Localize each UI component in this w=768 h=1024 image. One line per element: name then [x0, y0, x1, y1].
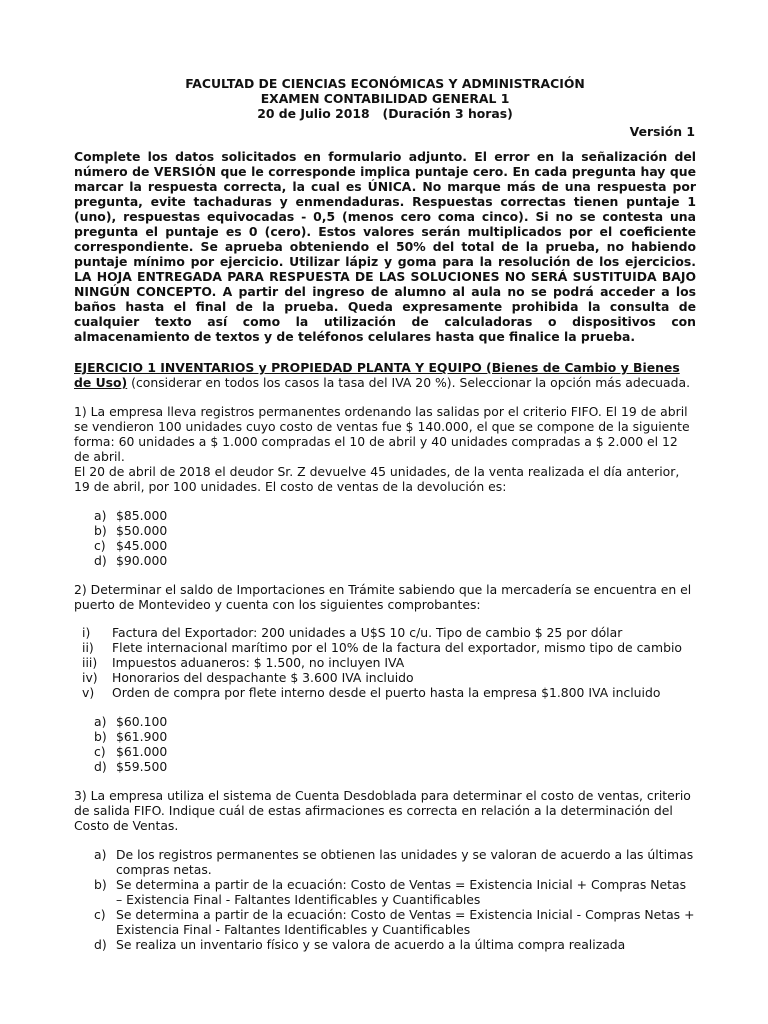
option-label: b): [94, 729, 107, 744]
answer-option: [74, 523, 696, 538]
option-text: Se determina a partir de la ecuación: Costo de Ventas = Existencia Inicial + Compras Netas – Existencia Final - Faltantes Identificables y Cuantificables: [116, 877, 687, 907]
item-text: Orden de compra por flete interno desde el puerto hasta la empresa $1.800 IVA incluido: [112, 685, 661, 700]
answer-options: [74, 508, 696, 568]
option-label: d): [94, 759, 107, 774]
item-label: v): [82, 685, 95, 700]
option-label: b): [94, 877, 107, 892]
option-label: a): [94, 508, 107, 523]
document-item: [74, 640, 696, 655]
answer-options: [74, 714, 696, 774]
answer-option: [74, 729, 696, 744]
version-label: Versión 1: [629, 124, 695, 139]
question-1: [74, 404, 696, 568]
answer-options: [74, 847, 696, 952]
exercise-title: EJERCICIO 1 INVENTARIOS y PROPIEDAD PLANTA Y EQUIPO (Bienes de Cambio y Bienes de Uso): [74, 360, 680, 390]
option-label: b): [94, 523, 107, 538]
document-item: [74, 655, 696, 670]
answer-option: [74, 937, 696, 952]
option-text: $59.500: [116, 759, 168, 774]
item-label: iii): [82, 655, 98, 670]
option-label: a): [94, 714, 107, 729]
answer-option: [74, 847, 696, 877]
exercise-subtitle: (considerar en todos los casos la tasa del IVA 20 %). Seleccionar la opción más adecuada.: [127, 375, 691, 390]
option-text: Se determina a partir de la ecuación: Costo de Ventas = Existencia Inicial - Compras Netas + Existencia Final - Faltantes Identificables y Cuantificables: [116, 907, 695, 937]
answer-option: [74, 907, 696, 937]
question-text: 3) La empresa utiliza el sistema de Cuenta Desdoblada para determinar el costo de ventas, criterio de salida FIFO. Indique cuál de estas afirmaciones es correcta en relación a la determinación del Costo de Ventas.: [74, 788, 691, 833]
option-text: $85.000: [116, 508, 168, 523]
option-text: $90.000: [116, 553, 168, 568]
exam-title: EXAMEN CONTABILIDAD GENERAL 1: [260, 91, 510, 106]
instructions-paragraph: Complete los datos solicitados en formulario adjunto. El error en la señalización del número de VERSIÓN que le corresponde implica puntaje cero. En cada pregunta hay que marcar la respuesta correcta, la cual es ÚNICA. No marque más de una respuesta por pregunta, evite tachaduras y enmendaduras. Respuestas correctas tienen puntaje 1 (uno), respuestas equivocadas - 0,5 (menos cero coma cinco). Si no se contesta una pregunta el puntaje es 0 (cero). Estos valores serán multiplicados por el coeficiente correspondiente. Se aprueba obteniendo el 50% del total de la prueba, no habiendo puntaje mínimo por ejercicio. Utilizar lápiz y goma para la resolución de los ejercicios. LA HOJA ENTREGADA PARA RESPUESTA DE LAS SOLUCIONES NO SERÁ SUSTITUIDA BAJO NINGÚN CONCEPTO. A partir del ingreso de alumno al aula no se podrá acceder a los baños hasta el final de la prueba. Queda expresamente prohibida la consulta de cualquier texto así como la utilización de calculadoras o dispositivos con almacenamiento de textos y de teléfonos celulares hasta que finalice la prueba.: [74, 149, 696, 344]
question-2: [74, 582, 696, 774]
exercise-heading: [74, 360, 696, 390]
option-text: Se realiza un inventario físico y se valora de acuerdo a la última compra realizada: [116, 937, 626, 952]
option-text: $50.000: [116, 523, 168, 538]
item-text: Factura del Exportador: 200 unidades a U$S 10 c/u. Tipo de cambio $ 25 por dólar: [112, 625, 623, 640]
item-label: ii): [82, 640, 94, 655]
document-item: [74, 670, 696, 685]
option-label: c): [94, 744, 106, 759]
option-label: d): [94, 937, 107, 952]
document-list: [74, 625, 696, 700]
option-text: De los registros permanentes se obtienen las unidades y se valoran de acuerdo a las últimas compras netas.: [116, 847, 694, 877]
option-label: d): [94, 553, 107, 568]
option-label: a): [94, 847, 107, 862]
item-label: i): [82, 625, 91, 640]
answer-option: [74, 508, 696, 523]
document-item: [74, 625, 696, 640]
option-label: c): [94, 907, 106, 922]
item-text: Flete internacional marítimo por el 10% de la factura del exportador, mismo tipo de cambio: [112, 640, 682, 655]
answer-option: [74, 714, 696, 729]
exam-date: 20 de Julio 2018 (Duración 3 horas): [257, 106, 513, 121]
item-text: Honorarios del despachante $ 3.600 IVA incluido: [112, 670, 414, 685]
option-text: $60.100: [116, 714, 168, 729]
question-text: 1) La empresa lleva registros permanentes ordenando las salidas por el criterio FIFO. El 19 de abril se vendieron 100 unidades cuyo costo de ventas fue $ 140.000, el que se compone de la siguiente forma: 60 unidades a $ 1.000 compradas el 10 de abril y 40 unidades compradas a $ 2.000 el 12 de abril.: [74, 404, 690, 464]
question-text: 2) Determinar el saldo de Importaciones en Trámite sabiendo que la mercadería se encuentra en el puerto de Montevideo y cuenta con los siguientes comprobantes:: [74, 582, 692, 612]
option-text: $61.000: [116, 744, 168, 759]
answer-option: [74, 538, 696, 553]
question-text: El 20 de abril de 2018 el deudor Sr. Z devuelve 45 unidades, de la venta realizada el día anterior, 19 de abril, por 100 unidades. El costo de ventas de la devolución es:: [74, 464, 680, 494]
item-label: iv): [82, 670, 98, 685]
question-3: [74, 788, 696, 952]
answer-option: [74, 877, 696, 907]
item-text: Impuestos aduaneros: $ 1.500, no incluyen IVA: [112, 655, 405, 670]
answer-option: [74, 553, 696, 568]
answer-option: [74, 744, 696, 759]
option-text: $45.000: [116, 538, 168, 553]
option-text: $61.900: [116, 729, 168, 744]
faculty-title: FACULTAD DE CIENCIAS ECONÓMICAS Y ADMINISTRACIÓN: [185, 76, 585, 91]
answer-option: [74, 759, 696, 774]
exam-header: [74, 76, 696, 121]
document-item: [74, 685, 696, 700]
option-label: c): [94, 538, 106, 553]
